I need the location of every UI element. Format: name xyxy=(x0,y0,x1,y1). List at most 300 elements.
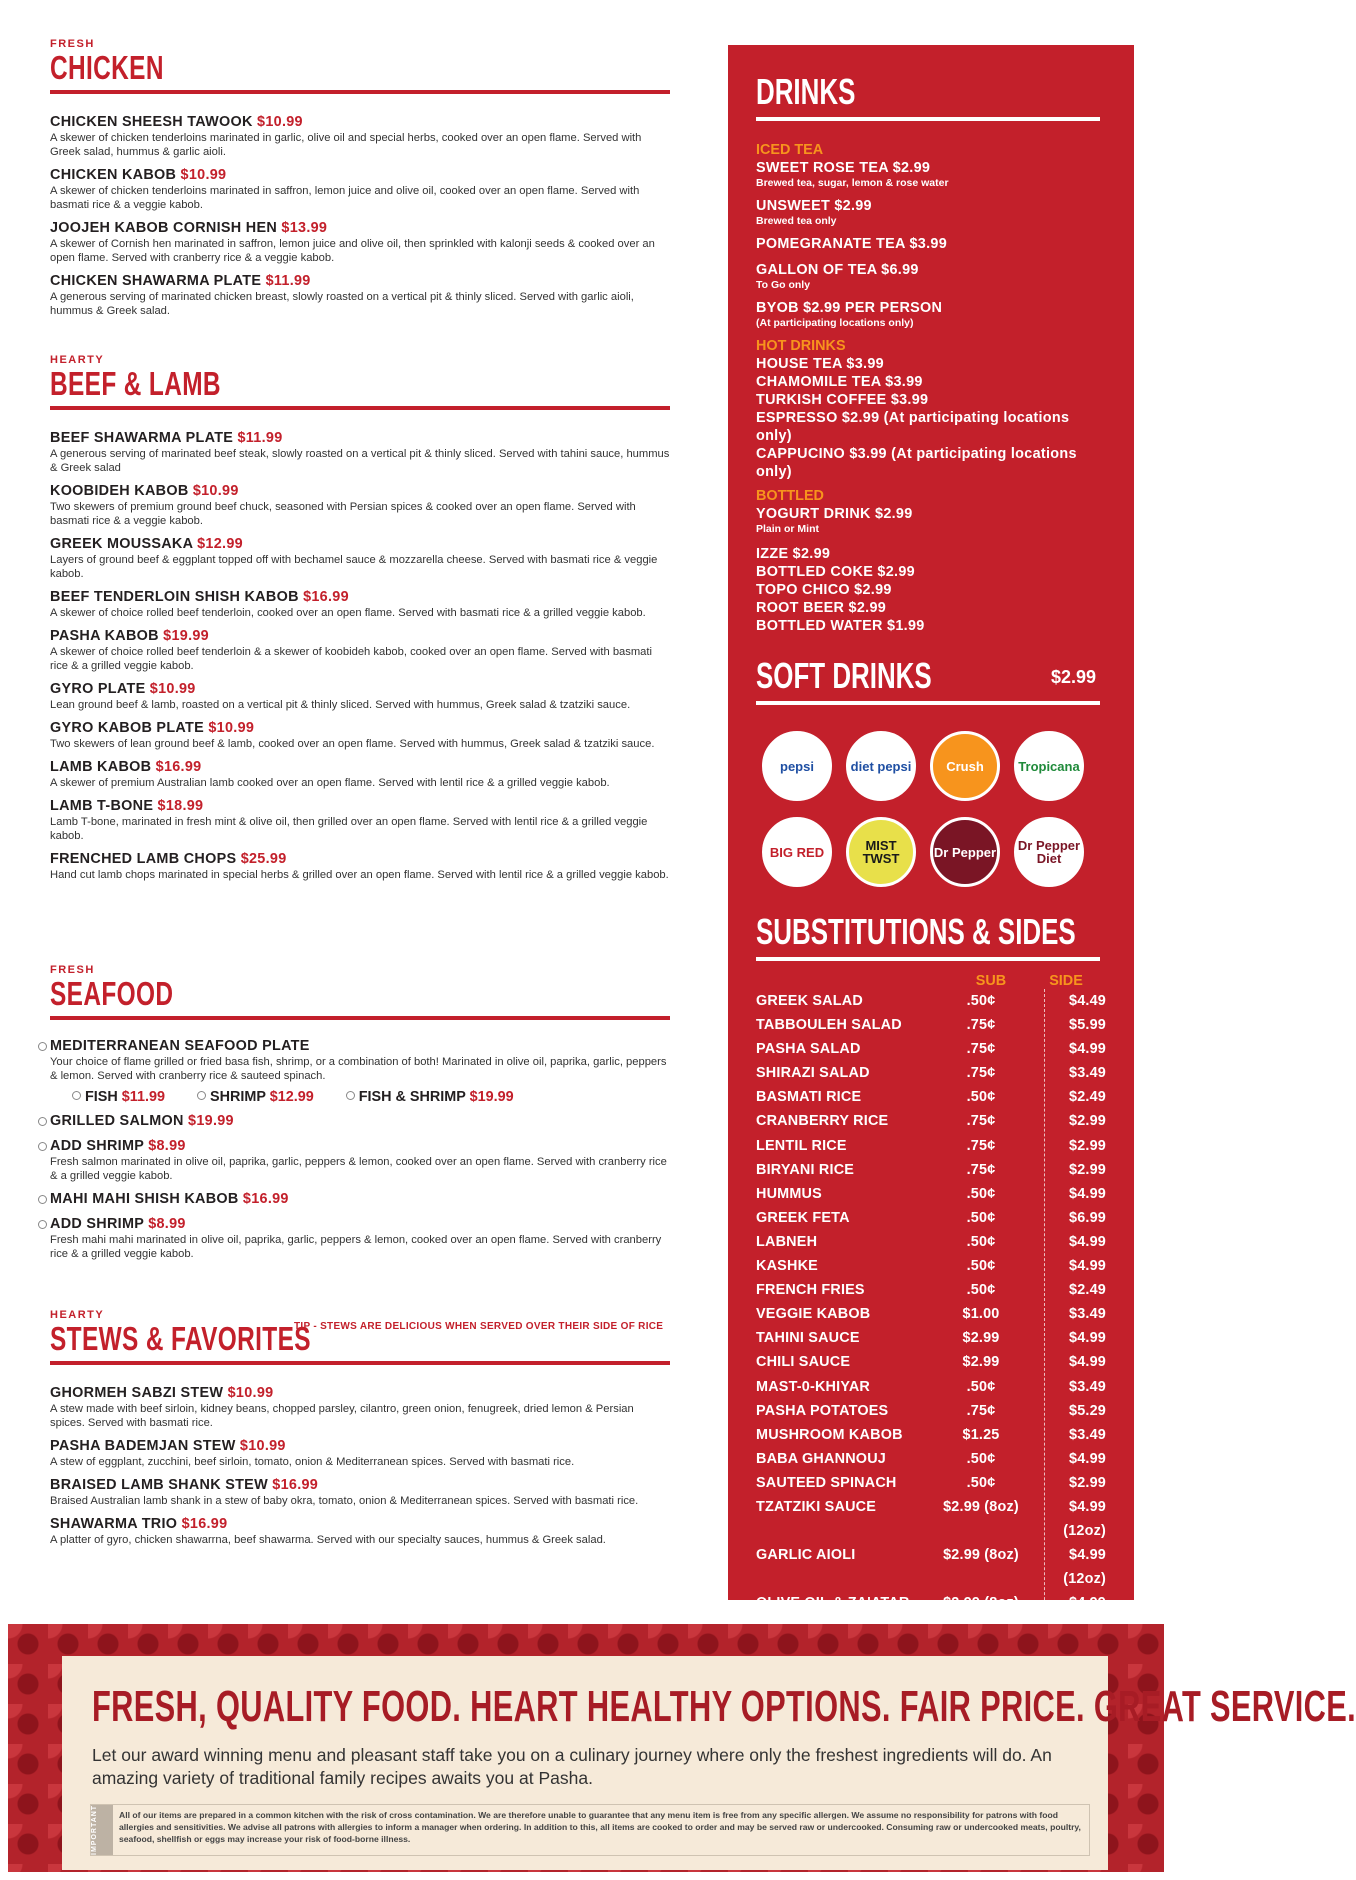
menu-item-price: $11.99 xyxy=(237,430,283,446)
menu-item-name: BRAISED LAMB SHANK STEW xyxy=(50,1477,268,1493)
sub-price: .50¢ xyxy=(966,1378,996,1395)
menu-item[interactable] xyxy=(50,628,670,673)
hot-drinks-label: HOT DRINKS xyxy=(756,338,846,354)
side-price: $4.99 (12oz) xyxy=(1063,1498,1106,1540)
soft-drink-logos xyxy=(762,731,1100,887)
subs-row xyxy=(756,1061,1106,1085)
menu-item[interactable] xyxy=(50,483,670,528)
drink-item: TOPO CHICO $2.99 xyxy=(756,582,892,598)
menu-item-name: KOOBIDEH KABOB xyxy=(50,483,189,499)
menu-item-price: $10.99 xyxy=(257,114,303,130)
menu-item[interactable] xyxy=(50,430,670,475)
menu-item[interactable] xyxy=(50,798,670,843)
subs-row xyxy=(756,1085,1106,1109)
menu-item-name: JOOJEH KABOB CORNISH HEN xyxy=(50,220,278,236)
sub-price: $2.99 (8oz) xyxy=(943,1547,1019,1564)
menu-item[interactable] xyxy=(50,851,670,882)
stews-kicker: HEARTY xyxy=(50,1309,105,1321)
stews-section xyxy=(50,1309,670,1547)
drink-item: ESPRESSO $2.99 (At participating locations only) xyxy=(756,410,1070,444)
menu-item-title xyxy=(50,430,670,447)
side-name: PASHA POTATOES xyxy=(756,1402,889,1419)
menu-item-desc: A skewer of choice rolled beef tenderloin, cooked over an open flame. Served with basmati rice & a grilled veggie kabob. xyxy=(50,607,646,619)
menu-item-title xyxy=(50,114,670,131)
side-price: $4.99 xyxy=(1068,1233,1106,1250)
drink-item: HOUSE TEA $3.99 xyxy=(756,356,884,372)
menu-item-name: PASHA KABOB xyxy=(50,628,159,644)
menu-item-price: $16.99 xyxy=(303,589,349,605)
diet-dr-pepper-logo xyxy=(1014,817,1084,887)
drink-note: To Go only xyxy=(756,279,811,291)
subs-row xyxy=(756,1423,1106,1447)
menu-item[interactable] xyxy=(50,720,670,751)
drinks-rule xyxy=(756,117,1100,121)
stews-title: STEWS & FAVORITES xyxy=(50,1320,311,1357)
subs-row xyxy=(756,1254,1106,1278)
menu-item-price: $11.99 xyxy=(265,273,311,289)
yogurt-drink xyxy=(756,505,1100,535)
menu-item-title xyxy=(50,483,670,500)
sub-column-header: SUB xyxy=(975,973,1007,989)
subs-row xyxy=(756,1134,1106,1158)
menu-item-desc: A platter of gyro, chicken shawarrna, beef shawarma. Served with our specialty sauces, hummus & Greek salad. xyxy=(50,1534,606,1546)
side-price: $4.99 xyxy=(1068,1354,1106,1371)
subs-row xyxy=(756,1495,1106,1543)
logo-text: BIG RED xyxy=(769,844,825,860)
side-name: LABNEH xyxy=(756,1233,818,1250)
sub-price: .50¢ xyxy=(966,1233,996,1250)
menu-item-desc: A skewer of premium Australian lamb cooked over an open flame. Served with lentil rice & a grilled veggie kabob. xyxy=(50,777,610,789)
menu-item-title xyxy=(50,720,670,737)
drink-name: GALLON OF TEA $6.99 xyxy=(756,262,919,278)
menu-item-name: FRENCHED LAMB CHOPS xyxy=(50,851,237,867)
sub-price: .75¢ xyxy=(966,1017,996,1034)
subs-row xyxy=(756,1037,1106,1061)
logo-text: diet pepsi xyxy=(850,758,912,774)
menu-item-desc: Fresh mahi mahi marinated in olive oil, paprika, garlic, peppers & lemon, cooked over an open flame. Served with cranberry rice & a grilled veggie kabob. xyxy=(50,1234,662,1260)
seafood-option[interactable] xyxy=(346,1089,514,1105)
menu-item-desc: A skewer of chicken tenderloins marinated in garlic, olive oil and special herbs, cooked over an open flame. Served with Greek salad, hummus & garlic aioli. xyxy=(50,132,642,158)
seafood-kicker: FRESH xyxy=(50,964,95,976)
side-price: $3.49 xyxy=(1068,1378,1106,1395)
menu-item-desc: A generous serving of marinated beef steak, slowly roasted on a vertical pit & thinly sliced. Served with tahini sauce, hummus & Greek salad xyxy=(50,448,670,474)
side-name: FRENCH FRIES xyxy=(756,1282,865,1299)
menu-item-title xyxy=(50,1191,670,1208)
menu-item-desc: A generous serving of marinated chicken breast, slowly roasted on a vertical pit & thinly sliced. Served with garlic aioli, hummus & Greek salad. xyxy=(50,291,634,317)
drink-note: (At participating locations only) xyxy=(756,317,914,329)
logo-text: MIST TWST xyxy=(862,838,900,866)
seafood-plate-name: MEDITERRANEAN SEAFOOD PLATE xyxy=(50,1038,310,1054)
select-circle-icon[interactable] xyxy=(346,1091,355,1100)
subs-row xyxy=(756,1447,1106,1471)
menu-item[interactable] xyxy=(50,273,670,318)
menu-item-title xyxy=(50,1385,670,1402)
subs-row xyxy=(756,1471,1106,1495)
seafood-section xyxy=(50,964,670,1309)
side-price: $4.99 xyxy=(1068,1330,1106,1347)
subs-row xyxy=(756,1013,1106,1037)
select-circle-icon[interactable] xyxy=(38,1142,47,1151)
menu-item-price: $19.99 xyxy=(163,628,209,644)
menu-item-title xyxy=(50,798,670,815)
seafood-title: SEAFOOD xyxy=(50,975,174,1012)
beef-section xyxy=(50,354,670,964)
seafood-rule xyxy=(50,1016,670,1020)
menu-item-desc: Hand cut lamb chops marinated in special herbs & grilled over an open flame. Served with lentil rice & a grilled veggie kabob. xyxy=(50,869,669,881)
side-name: VEGGIE KABOB xyxy=(756,1306,871,1323)
chicken-kicker: FRESH xyxy=(50,38,95,50)
menu-item-name: ADD SHRIMP xyxy=(50,1216,144,1232)
menu-item-desc: Lean ground beef & lamb, roasted on a vertical pit & thinly sliced. Served with hummus, Greek salad & tzatziki sauce. xyxy=(50,699,631,711)
menu-item[interactable] xyxy=(50,589,670,620)
side-name: BIRYANI RICE xyxy=(756,1161,855,1178)
menu-item-desc: Braised Australian lamb shank in a stew of baby okra, tomato, onion & Mediterranean spices. Served with basmati rice. xyxy=(50,1495,639,1507)
side-price: $4.99 xyxy=(1068,1258,1106,1275)
drink-item: IZZE $2.99 xyxy=(756,546,831,562)
menu-item-desc: Two skewers of lean ground beef & lamb, cooked over an open flame. Served with hummus, Greek salad & tzatziki sauce. xyxy=(50,738,655,750)
menu-item-name: PASHA BADEMJAN STEW xyxy=(50,1438,236,1454)
sub-price: $2.99 xyxy=(962,1330,1000,1347)
option-name: FISH xyxy=(85,1089,118,1105)
spacer xyxy=(756,535,1100,545)
sub-price: $2.99 (8oz) xyxy=(943,1498,1019,1515)
menu-item-name: CHICKEN KABOB xyxy=(50,167,177,183)
menu-item-price: $12.99 xyxy=(197,536,243,552)
mist-twst-logo xyxy=(846,817,916,887)
select-circle-icon[interactable] xyxy=(38,1042,47,1051)
hot-drinks-list xyxy=(756,355,1100,481)
menu-item-desc: A stew made with beef sirloin, kidney beans, chopped parsley, cilantro, green onion, fenugreek, dried lemon & Persian spices. Served with basmati rice. xyxy=(50,1403,634,1429)
menu-item-name: ADD SHRIMP xyxy=(50,1138,144,1154)
menu-item-price: $10.99 xyxy=(192,483,239,499)
subs-row xyxy=(756,1399,1106,1423)
menu-item-title xyxy=(50,628,670,645)
select-circle-icon[interactable] xyxy=(38,1195,47,1204)
sub-price: .50¢ xyxy=(966,1258,996,1275)
subs-row xyxy=(756,1350,1106,1374)
menu-item-name: LAMB KABOB xyxy=(50,759,152,775)
menu-item[interactable] xyxy=(50,1138,670,1183)
drink-item: BOTTLED WATER $1.99 xyxy=(756,618,925,634)
chicken-title: CHICKEN xyxy=(50,49,164,86)
side-price: $4.99 xyxy=(1068,1450,1106,1467)
side-name: CRANBERRY RICE xyxy=(756,1113,889,1130)
side-price: $4.99 xyxy=(1068,1595,1106,1612)
menu-item-title xyxy=(50,220,670,237)
sub-price: $2.99 (8oz) xyxy=(943,1595,1019,1612)
side-price: $4.99 xyxy=(1068,1041,1106,1058)
menu-item-title xyxy=(50,759,670,776)
drink-note: Brewed tea only xyxy=(756,215,837,227)
menu-item-title xyxy=(50,1438,670,1455)
seafood-plate[interactable] xyxy=(50,1038,670,1083)
side-price: $3.49 xyxy=(1068,1306,1106,1323)
menu-item[interactable] xyxy=(50,681,670,712)
chicken-items xyxy=(50,114,670,318)
bottled-list xyxy=(756,545,1100,635)
soft-drinks-header xyxy=(756,657,1100,695)
menu-item-name: CHICKEN SHAWARMA PLATE xyxy=(50,273,262,289)
side-price: $2.49 xyxy=(1068,1089,1106,1106)
menu-item-name: GRILLED SALMON xyxy=(50,1113,184,1129)
drink-item: CAPPUCINO $3.99 (At participating locations only) xyxy=(756,446,1077,480)
option-name: FISH & SHRIMP xyxy=(358,1089,466,1105)
side-price: $2.99 xyxy=(1068,1113,1106,1130)
tropicana-logo xyxy=(1014,731,1084,801)
menu-item-name: MAHI MAHI SHISH KABOB xyxy=(50,1191,239,1207)
side-price: $3.49 xyxy=(1068,1065,1106,1082)
menu-item[interactable] xyxy=(50,1477,670,1508)
side-column-header: SIDE xyxy=(1049,973,1083,989)
beef-kicker: HEARTY xyxy=(50,354,105,366)
option-price: $19.99 xyxy=(469,1089,514,1105)
drink-name: BYOB $2.99 PER PERSON xyxy=(756,300,943,316)
menu-item[interactable] xyxy=(50,1385,670,1430)
menu-item-name: GYRO PLATE xyxy=(50,681,146,697)
side-name: MAST-0-KHIYAR xyxy=(756,1378,871,1395)
subs-row xyxy=(756,1158,1106,1182)
side-price: $2.99 xyxy=(1068,1161,1106,1178)
select-circle-icon[interactable] xyxy=(72,1091,81,1100)
side-name: SHIRAZI SALAD xyxy=(756,1065,870,1082)
sub-price: .50¢ xyxy=(966,1185,996,1202)
column-divider xyxy=(1044,989,1045,1640)
subs-rows xyxy=(756,989,1106,1640)
subs-row xyxy=(756,1326,1106,1350)
drink-note: Plain or Mint xyxy=(756,523,819,535)
side-name: GREEK FETA xyxy=(756,1209,850,1226)
side-name: SAUTEED SPINACH xyxy=(756,1474,897,1491)
seafood-option[interactable] xyxy=(72,1089,165,1105)
sub-price: $1.25 xyxy=(962,1426,1000,1443)
drink-name: YOGURT DRINK $2.99 xyxy=(756,506,913,522)
menu-item[interactable] xyxy=(50,220,670,265)
menu-item[interactable] xyxy=(50,114,670,159)
subs-table xyxy=(756,989,1106,1640)
iced-tea-list xyxy=(756,159,1100,329)
subs-row xyxy=(756,1109,1106,1133)
menu-item[interactable] xyxy=(50,759,670,790)
logo-text: Dr Pepper Diet xyxy=(1017,838,1081,866)
subs-row xyxy=(756,989,1106,1013)
stews-rule xyxy=(50,1361,670,1365)
select-circle-icon[interactable] xyxy=(38,1220,47,1229)
logo-text: Dr Pepper xyxy=(933,844,997,860)
menu-item[interactable] xyxy=(50,167,670,212)
menu-item-title xyxy=(50,1477,670,1494)
side-name: TZATZIKI SAUCE xyxy=(756,1498,877,1515)
drink-name: SWEET ROSE TEA $2.99 xyxy=(756,160,931,176)
big-red-logo xyxy=(762,817,832,887)
sub-price: .50¢ xyxy=(966,1450,996,1467)
menu-item-title xyxy=(50,273,670,290)
side-price: $4.49 xyxy=(1068,993,1106,1009)
side-name: GREEK SALAD xyxy=(756,993,863,1009)
subs-rule xyxy=(756,957,1100,961)
subs-header-spacer xyxy=(756,973,956,989)
sub-price: .50¢ xyxy=(966,1474,996,1491)
menu-item-desc: Two skewers of premium ground beef chuck, seasoned with Persian spices & cooked over an open flame. Served with basmati rice & a veggie kabob. xyxy=(50,501,636,527)
menu-item-price: $10.99 xyxy=(227,1385,274,1401)
menu-item-name: LAMB T-BONE xyxy=(50,798,154,814)
side-name: BABA GHANNOUJ xyxy=(756,1450,886,1467)
logo-text: Tropicana xyxy=(1018,758,1080,774)
menu-item[interactable] xyxy=(50,1191,670,1208)
banner-headline: FRESH, QUALITY FOOD. HEART HEALTHY OPTIONS. FAIR PRICE. GREAT SERVICE. xyxy=(92,1682,1356,1731)
subs-row xyxy=(756,1543,1106,1591)
menu-item-desc: A skewer of choice rolled beef tenderloin & a skewer of koobideh kabob, cooked over an open flame. Served with basmati rice & a grilled veggie kabob. xyxy=(50,646,652,672)
banner-body: Let our award winning menu and pleasant staff take you on a culinary journey where only the freshest ingredients will do. An amazing variety of traditional family recipes awaits you at Pasha. xyxy=(92,1745,1052,1788)
soft-drinks-price: $2.99 xyxy=(1050,667,1096,687)
sub-price: .50¢ xyxy=(966,1089,996,1106)
menu-item-price: $8.99 xyxy=(148,1216,186,1232)
diet-pepsi-logo xyxy=(846,731,916,801)
drinks-title: DRINKS xyxy=(756,71,856,112)
menu-item-price: $13.99 xyxy=(281,220,328,236)
side-price: $3.49 xyxy=(1068,1426,1106,1443)
side-price: $2.99 xyxy=(1068,1474,1106,1491)
menu-item-desc: A skewer of Cornish hen marinated in saffron, lemon juice and olive oil, then sprinkled with kalonji seeds & cooked over an open flame. Served with cranberry rice & a veggie kabob. xyxy=(50,238,655,264)
select-circle-icon[interactable] xyxy=(197,1091,206,1100)
sub-price: .50¢ xyxy=(966,993,996,1009)
menu-item-title xyxy=(50,681,670,698)
stews-items xyxy=(50,1385,670,1547)
menu-item-price: $16.99 xyxy=(181,1516,228,1532)
menu-item-desc: Layers of ground beef & eggplant topped off with bechamel sauce & mozzarella cheese. Served with basmati rice & veggie kabob. xyxy=(50,554,658,580)
menu-item-title xyxy=(50,536,670,553)
seafood-plate-desc: Your choice of flame grilled or fried basa fish, shrimp, or a combination of both! Marinated in olive oil, paprika, garlic, peppers & lemon. Served with cranberry rice & sauteed spinach. xyxy=(50,1056,667,1082)
menu-item[interactable] xyxy=(50,1113,670,1130)
sub-price: .75¢ xyxy=(966,1041,996,1058)
drink-item xyxy=(756,197,1100,227)
sub-price: $2.99 xyxy=(962,1354,1000,1371)
bottom-banner xyxy=(8,1624,1356,1872)
subs-row xyxy=(756,1278,1106,1302)
menu-item-price: $10.99 xyxy=(208,720,255,736)
drink-item xyxy=(756,261,1100,291)
subs-row xyxy=(756,1230,1106,1254)
menu-item-desc: A stew of eggplant, zucchini, beef sirloin, tomato, onion & Mediterranean spices. Served with basmati rice. xyxy=(50,1456,575,1468)
menu-item-price: $16.99 xyxy=(155,759,202,775)
soft-drinks-title: SOFT DRINKS xyxy=(756,655,932,696)
seafood-option[interactable] xyxy=(197,1089,314,1105)
menu-item-name: GYRO KABOB PLATE xyxy=(50,720,205,736)
select-circle-icon[interactable] xyxy=(38,1117,47,1126)
sub-price: $1.00 xyxy=(962,1306,1000,1323)
menu-item-name: BEEF SHAWARMA PLATE xyxy=(50,430,234,446)
menu-item-name: BEEF TENDERLOIN SHISH KABOB xyxy=(50,589,299,605)
menu-item-title xyxy=(50,1216,670,1233)
crush-logo xyxy=(930,731,1000,801)
option-name: SHRIMP xyxy=(210,1089,266,1105)
menu-item-price: $10.99 xyxy=(239,1438,286,1454)
sub-price: .50¢ xyxy=(966,1209,996,1226)
logo-text: pepsi xyxy=(780,758,814,774)
side-name: BASMATI RICE xyxy=(756,1089,862,1106)
menu-item-title xyxy=(50,589,670,606)
menu-item[interactable] xyxy=(50,536,670,581)
menu-item-price: $25.99 xyxy=(240,851,287,867)
drink-name: UNSWEET $2.99 xyxy=(756,198,872,214)
sub-price: .75¢ xyxy=(966,1402,996,1419)
side-name: PASHA SALAD xyxy=(756,1041,861,1058)
menu-item-title xyxy=(50,167,670,184)
option-price: $11.99 xyxy=(121,1089,166,1105)
menu-item-name: GREEK MOUSSAKA xyxy=(50,536,193,552)
drink-item xyxy=(756,235,1100,253)
side-price: $5.99 xyxy=(1068,1017,1106,1034)
banner-inner xyxy=(62,1656,1356,1870)
menu-item-name: CHICKEN SHEESH TAWOOK xyxy=(50,114,253,130)
beef-items xyxy=(50,430,670,882)
menu-item[interactable] xyxy=(50,1516,670,1547)
drink-item: CHAMOMILE TEA $3.99 xyxy=(756,374,923,390)
sub-price: .75¢ xyxy=(966,1065,996,1082)
side-name: GARLIC AIOLI xyxy=(756,1547,856,1564)
menu-item-price: $8.99 xyxy=(148,1138,186,1154)
menu-item-desc: Fresh salmon marinated in olive oil, paprika, garlic, peppers & lemon, cooked over an open flame. Served with cranberry rice & a grilled veggie kabob. xyxy=(50,1156,667,1182)
side-name: TAHINI SAUCE xyxy=(756,1330,860,1347)
menu-item-title xyxy=(50,1516,670,1533)
seafood-options xyxy=(72,1089,670,1105)
drink-note: Brewed tea, sugar, lemon & rose water xyxy=(756,177,949,189)
menu-item-title xyxy=(50,851,670,868)
menu-item-price: $16.99 xyxy=(272,1477,319,1493)
menu-item-name: SHAWARMA TRIO xyxy=(50,1516,178,1532)
left-column xyxy=(50,38,670,1555)
side-price: $4.99 (12oz) xyxy=(1063,1547,1106,1588)
side-name: LENTIL RICE xyxy=(756,1137,847,1154)
side-name: MUSHROOM KABOB xyxy=(756,1426,903,1443)
drink-item: ROOT BEER $2.99 xyxy=(756,600,887,616)
drink-name: POMEGRANATE TEA $3.99 xyxy=(756,236,948,252)
drink-item: TURKISH COFFEE $3.99 xyxy=(756,392,929,408)
sub-price: .75¢ xyxy=(966,1161,996,1178)
sub-price: .50¢ xyxy=(966,1282,996,1299)
subs-row xyxy=(756,1206,1106,1230)
chicken-section xyxy=(50,38,670,354)
side-name: HUMMUS xyxy=(756,1185,822,1202)
drink-item xyxy=(756,159,1100,189)
menu-item-price: $18.99 xyxy=(157,798,204,814)
sub-price: .75¢ xyxy=(966,1113,996,1130)
subs-row xyxy=(756,1182,1106,1206)
subs-row xyxy=(756,1375,1106,1399)
menu-item-price: $10.99 xyxy=(180,167,227,183)
side-name: OLIVE OIL & ZA'ATAR xyxy=(756,1595,910,1612)
beef-title: BEEF & LAMB xyxy=(50,365,221,402)
chicken-rule xyxy=(50,90,670,94)
side-name: TABBOULEH SALAD xyxy=(756,1017,902,1034)
iced-tea-label: ICED TEA xyxy=(756,142,824,158)
side-price: $4.99 xyxy=(1068,1185,1106,1202)
drinks-panel xyxy=(728,45,1134,1612)
side-price: $5.29 xyxy=(1068,1402,1106,1419)
side-name: KASHKE xyxy=(756,1258,818,1275)
menu-item[interactable] xyxy=(50,1438,670,1469)
side-price: $6.99 xyxy=(1068,1209,1106,1226)
menu-item-desc: A skewer of chicken tenderloins marinated in saffron, lemon juice and olive oil, cooked over an open flame. Served with basmati rice & a veggie kabob. xyxy=(50,185,640,211)
drink-item: BOTTLED COKE $2.99 xyxy=(756,564,915,580)
seafood-items xyxy=(50,1113,670,1261)
subs-title: SUBSTITUTIONS & SIDES xyxy=(756,911,1076,952)
side-price: $2.99 xyxy=(1068,1137,1106,1154)
subs-header xyxy=(756,973,1100,989)
allergen-text: All of our items are prepared in a common kitchen with the risk of cross contamination. We are therefore unable to guarantee that any menu item is free from any specific allergen. We assume no responsibility for patrons with food allergies and sensitivities. We advise all patrons with allergies to inform a manager when ordering. In addition to this, all items are cooked to order and may be served raw or undercooked. Consuming raw or undercooked meats, poultry, seafood, shellfish or eggs may increase your risk of food-borne illness. xyxy=(119,1810,1081,1844)
menu-item[interactable] xyxy=(50,1216,670,1261)
important-tag: IMPORTANT xyxy=(91,1805,113,1855)
drink-item xyxy=(756,299,1100,329)
